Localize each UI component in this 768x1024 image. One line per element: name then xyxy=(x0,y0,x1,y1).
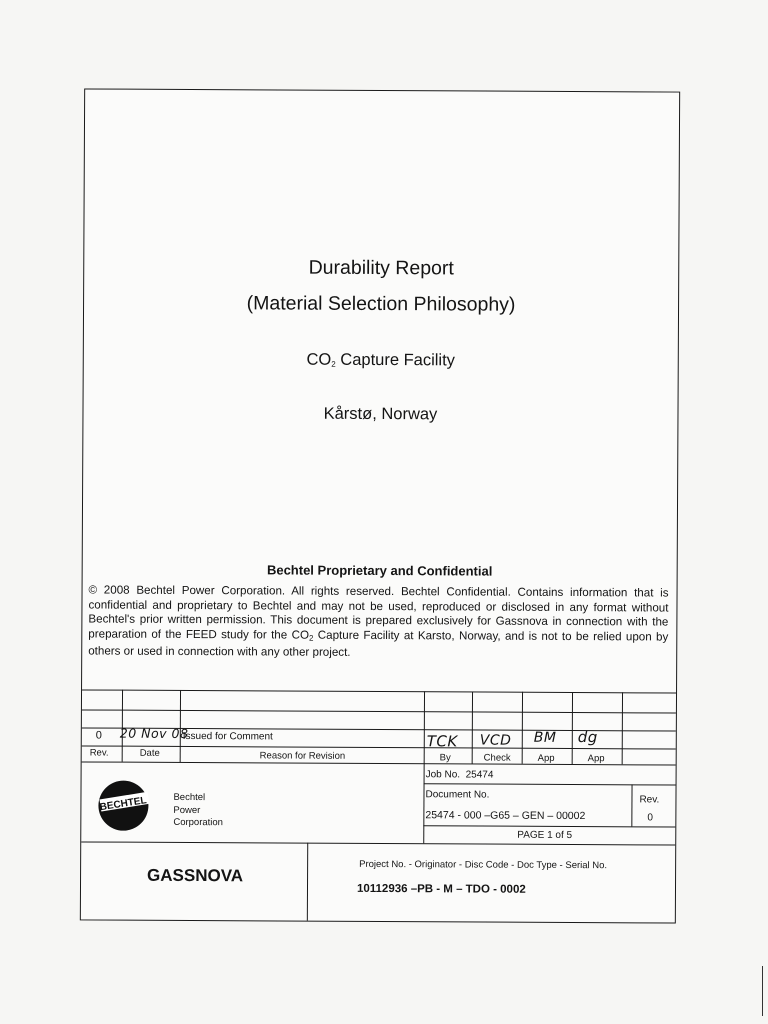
company-name: Bechtel Power Corporation xyxy=(173,791,224,829)
rev-value: 0 xyxy=(95,729,102,742)
table-rule xyxy=(472,691,473,763)
report-title: Durability Report xyxy=(308,256,454,280)
project-no: 10112936 –PB - M – TDO - 0002 xyxy=(356,882,526,896)
table-rule xyxy=(572,692,573,764)
header-reason: Reason for Revision xyxy=(259,750,346,762)
table-rule xyxy=(307,843,308,921)
document-no-label: Document No. xyxy=(425,789,490,801)
table-rule xyxy=(81,841,675,845)
rev-check: VCD xyxy=(479,732,512,749)
svg-text:BECHTEL: BECHTEL xyxy=(99,795,148,814)
table-rule xyxy=(522,692,523,764)
header-by: By xyxy=(439,752,451,764)
page-number: PAGE 1 of 5 xyxy=(517,829,573,842)
project-no-label: Project No. - Originator - Disc Code - Doc Type - Serial No. xyxy=(359,858,608,872)
header-rev: Rev. xyxy=(89,747,109,759)
doc-rev-value: 0 xyxy=(647,812,653,824)
document-no: 25474 - 000 –G65 – GEN – 00002 xyxy=(425,809,586,823)
bechtel-logo xyxy=(95,778,151,834)
location: Kårstø, Norway xyxy=(323,404,438,424)
rev-app2-signature: dg xyxy=(577,728,598,747)
table-rule xyxy=(82,709,676,713)
rev-reason: Issued for Comment xyxy=(182,730,273,743)
facility-name: $CO_2$ Capture Facility xyxy=(306,350,456,370)
header-date: Date xyxy=(139,747,160,759)
rev-by: TCK xyxy=(426,732,458,751)
confidential-notice: © 2008 Bechtel Power Corporation. All rights reserved. Bechtel Confidential. Contains information that is confidential and proprietary to Bechtel and may not be used, reproduced or disclosed in any format without Bechtel's prior written permission. This document is prepared exclusively for Gassnova in connection with the preparation of the FEED study for the $CO_2$ Capture Facility at Karsto, Norway, and is not to be relied upon by others or used in connection with any other project. xyxy=(88,583,669,660)
header-check: Check xyxy=(483,752,511,764)
job-no: Job No. 25474 xyxy=(425,769,494,781)
table-rule xyxy=(82,761,676,765)
rev-app1-signature: BM xyxy=(533,729,557,746)
header-app2: App xyxy=(587,753,605,765)
doc-rev-label: Rev. xyxy=(639,794,660,806)
scan-edge-mark xyxy=(762,966,763,1016)
table-rule xyxy=(622,692,623,764)
document-page xyxy=(80,88,680,923)
client-name: GASSNOVA xyxy=(147,865,244,886)
confidential-heading: Bechtel Proprietary and Confidential xyxy=(266,562,493,579)
table-rule xyxy=(423,825,675,827)
rev-date: 20 Nov 08 xyxy=(119,725,189,742)
table-rule xyxy=(82,689,676,693)
table-rule xyxy=(424,783,676,785)
table-rule xyxy=(631,784,632,826)
report-subtitle: (Material Selection Philosophy) xyxy=(246,292,516,316)
header-app1: App xyxy=(537,752,555,764)
